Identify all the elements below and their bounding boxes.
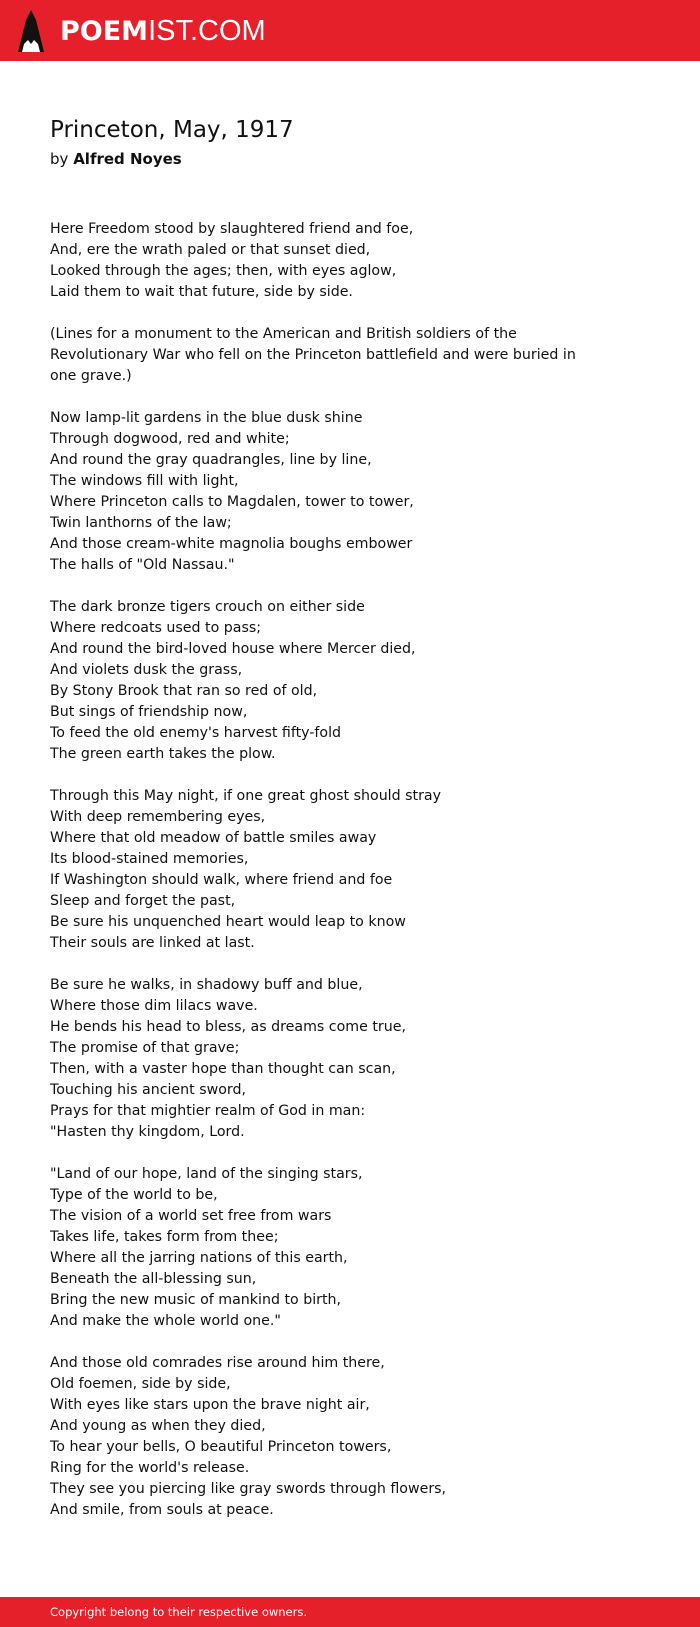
poem-line: The green earth takes the plow.	[50, 746, 276, 762]
poem-line: The windows fill with light,	[50, 473, 239, 489]
poem-line: Where that old meadow of battle smiles away	[50, 830, 377, 846]
poem-line: With eyes like stars upon the brave night air,	[50, 1397, 370, 1413]
poem-line: To hear your bells, O beautiful Princeton towers,	[50, 1439, 392, 1455]
poem-line: Beneath the all-blessing sun,	[50, 1271, 257, 1287]
poem-line: By Stony Brook that ran so red of old,	[50, 683, 318, 699]
poem-line: The dark bronze tigers crouch on either side	[50, 599, 365, 615]
poem-line: Type of the world to be,	[50, 1187, 218, 1203]
poem-title: Princeton, May, 1917	[50, 117, 294, 143]
poem-line: Touching his ancient sword,	[50, 1082, 246, 1098]
poem-line: Be sure he walks, in shadowy buff and blue,	[50, 977, 363, 993]
poem-line: And those old comrades rise around him there,	[50, 1355, 385, 1371]
site-logo-text	[60, 10, 266, 53]
poem-line: To feed the old enemy's harvest fifty-fold	[50, 725, 342, 741]
poem-line: Their souls are linked at last.	[50, 935, 255, 951]
poem-line: Its blood-stained memories,	[50, 851, 249, 867]
poem-line: Where all the jarring nations of this earth,	[50, 1250, 348, 1266]
poem-line: And those cream-white magnolia boughs embower	[50, 536, 413, 552]
poem-line: And young as when they died,	[50, 1418, 266, 1434]
copyright-text: Copyright belong to their respective owners.	[50, 1605, 308, 1619]
poem-line: Where those dim lilacs wave.	[50, 998, 258, 1014]
poem-line: The vision of a world set free from wars	[50, 1208, 332, 1224]
poem-line: Now lamp-lit gardens in the blue dusk shine	[50, 410, 363, 426]
by-label: by	[50, 150, 69, 168]
poem-stanza	[50, 975, 650, 1143]
poem-line: Where redcoats used to pass;	[50, 620, 262, 636]
poem-line: Then, with a vaster hope than thought can scan,	[50, 1061, 396, 1077]
poem-line: Bring the new music of mankind to birth,	[50, 1292, 342, 1308]
site-logo-link[interactable]	[18, 10, 266, 52]
poem-line: "Hasten thy kingdom, Lord.	[50, 1124, 245, 1140]
poem-line: The halls of "Old Nassau."	[50, 557, 235, 573]
poem-stanza	[50, 219, 650, 303]
poem-line: The promise of that grave;	[50, 1040, 240, 1056]
poem-line: (Lines for a monument to the American and British soldiers of the	[50, 326, 517, 342]
poem-byline	[50, 149, 182, 169]
poem-line: And round the gray quadrangles, line by line,	[50, 452, 372, 468]
poem-line: Ring for the world's release.	[50, 1460, 250, 1476]
poem-line: And smile, from souls at peace.	[50, 1502, 274, 1518]
logo-bold-part: POEM	[60, 15, 149, 47]
poem-body	[50, 219, 650, 1542]
poem-line: Sleep and forget the past,	[50, 893, 236, 909]
poem-stanza	[50, 324, 650, 387]
poem-stanza	[50, 786, 650, 954]
poem-line: Be sure his unquenched heart would leap to know	[50, 914, 406, 930]
poem-line: Here Freedom stood by slaughtered friend and foe,	[50, 221, 414, 237]
poem-line: Through this May night, if one great ghost should stray	[50, 788, 442, 804]
site-footer	[0, 1597, 700, 1627]
pencil-nib-icon	[18, 10, 44, 52]
poem-line: Old foemen, side by side,	[50, 1376, 231, 1392]
poem-line: Takes life, takes form from thee;	[50, 1229, 279, 1245]
poem-line: one grave.)	[50, 368, 132, 384]
poem-line: Where Princeton calls to Magdalen, tower to tower,	[50, 494, 414, 510]
poem-line: He bends his head to bless, as dreams come true,	[50, 1019, 406, 1035]
poem-stanza	[50, 408, 650, 576]
poem-line: Prays for that mightier realm of God in man:	[50, 1103, 366, 1119]
poem-stanza	[50, 1164, 650, 1332]
poem-line: And round the bird-loved house where Mercer died,	[50, 641, 416, 657]
logo-light-part: IST.COM	[148, 14, 266, 47]
author-link[interactable]: Alfred Noyes	[73, 150, 182, 168]
poem-line: And, ere the wrath paled or that sunset died,	[50, 242, 371, 258]
poem-line: With deep remembering eyes,	[50, 809, 266, 825]
poem-line: Through dogwood, red and white;	[50, 431, 290, 447]
poem-stanza	[50, 597, 650, 765]
poem-line: "Land of our hope, land of the singing stars,	[50, 1166, 363, 1182]
poem-line: Twin lanthorns of the law;	[50, 515, 232, 531]
poem-line: If Washington should walk, where friend and foe	[50, 872, 393, 888]
poem-line: They see you piercing like gray swords through flowers,	[50, 1481, 447, 1497]
poem-line: But sings of friendship now,	[50, 704, 248, 720]
poem-line: Revolutionary War who fell on the Princeton battlefield and were buried in	[50, 347, 576, 363]
poem-line: And make the whole world one."	[50, 1313, 281, 1329]
poem-line: Laid them to wait that future, side by side.	[50, 284, 353, 300]
site-header	[0, 0, 700, 61]
poem-line: And violets dusk the grass,	[50, 662, 243, 678]
poem-line: Looked through the ages; then, with eyes aglow,	[50, 263, 397, 279]
poem-stanza	[50, 1353, 650, 1521]
